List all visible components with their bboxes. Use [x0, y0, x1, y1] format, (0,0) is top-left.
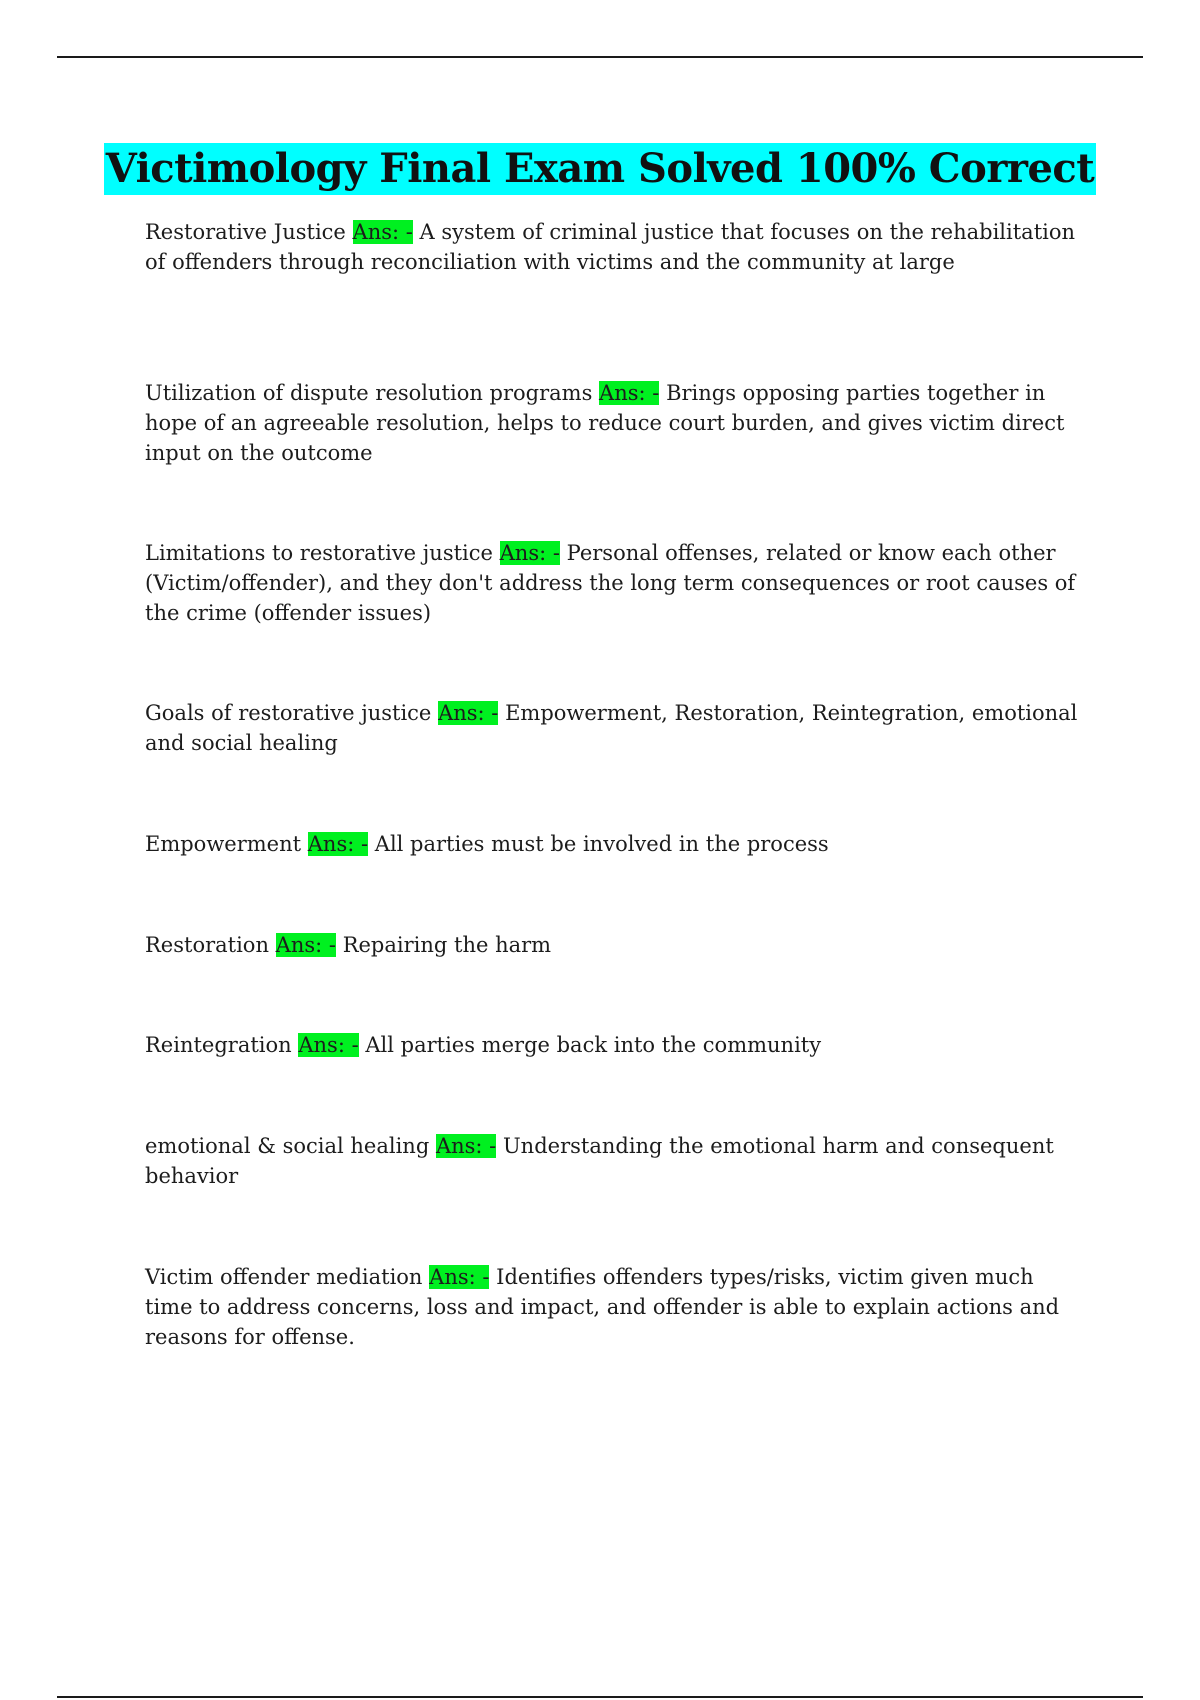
answer-marker: Ans: - [429, 1265, 490, 1289]
answer-marker: Ans: - [307, 832, 369, 856]
entry-term: Restoration [145, 933, 269, 957]
entry-term: Restorative Justice [145, 220, 346, 244]
answer-marker: Ans: - [599, 381, 660, 405]
title-container [0, 143, 1200, 195]
answer-marker: Ans: - [275, 933, 336, 957]
answer-marker: Ans: - [352, 220, 413, 244]
bottom-divider [57, 1696, 1143, 1698]
entry-term: Utilization of dispute resolution programs [145, 381, 593, 405]
answer-marker: Ans: - [298, 1033, 359, 1057]
entry-definition: All parties merge back into the community [365, 1033, 822, 1057]
entry-term: emotional & social healing [145, 1134, 430, 1158]
answer-marker: Ans: - [438, 701, 499, 725]
entry-definition: All parties must be involved in the process [374, 832, 829, 856]
entry-definition: A system of criminal justice that focuses on the rehabilitation of offenders through reconciliation with victims and the community at large [145, 220, 1076, 274]
entry-term: Goals of restorative justice [145, 701, 432, 725]
entry-term: Victim offender mediation [145, 1265, 423, 1289]
document-title: Victimology Final Exam Solved 100% Correct [104, 143, 1097, 195]
entry [145, 378, 1085, 468]
entry-definition: Identifies offenders types/risks, victim given much time to address concerns, loss and impact, and offender is able to explain actions and reasons for offense. [145, 1265, 1060, 1349]
entry [145, 217, 1085, 277]
entry [145, 1262, 1085, 1352]
entry [145, 698, 1085, 758]
entry [145, 1131, 1085, 1191]
entry-term: Reintegration [145, 1033, 292, 1057]
entry-term: Empowerment [145, 832, 302, 856]
entry-definition: Personal offenses, related or know each other (Victim/offender), and they don't address the long term consequences or root causes of the crime (offender issues) [145, 541, 1076, 625]
entry-definition: Understanding the emotional harm and consequent behavior [145, 1134, 1054, 1188]
entry-definition: Brings opposing parties together in hope of an agreeable resolution, helps to reduce court burden, and gives victim direct input on the outcome [145, 381, 1065, 465]
entry [145, 1030, 1085, 1060]
answer-marker: Ans: - [435, 1134, 497, 1158]
entry [145, 538, 1085, 628]
answer-marker: Ans: - [499, 541, 560, 565]
top-divider [57, 56, 1143, 58]
entry-definition: Empowerment, Restoration, Reintegration, emotional and social healing [145, 701, 1078, 755]
entry-term: Limitations to restorative justice [145, 541, 493, 565]
entry [145, 829, 1085, 859]
entry [145, 930, 1085, 960]
entry-definition: Repairing the harm [342, 933, 552, 957]
